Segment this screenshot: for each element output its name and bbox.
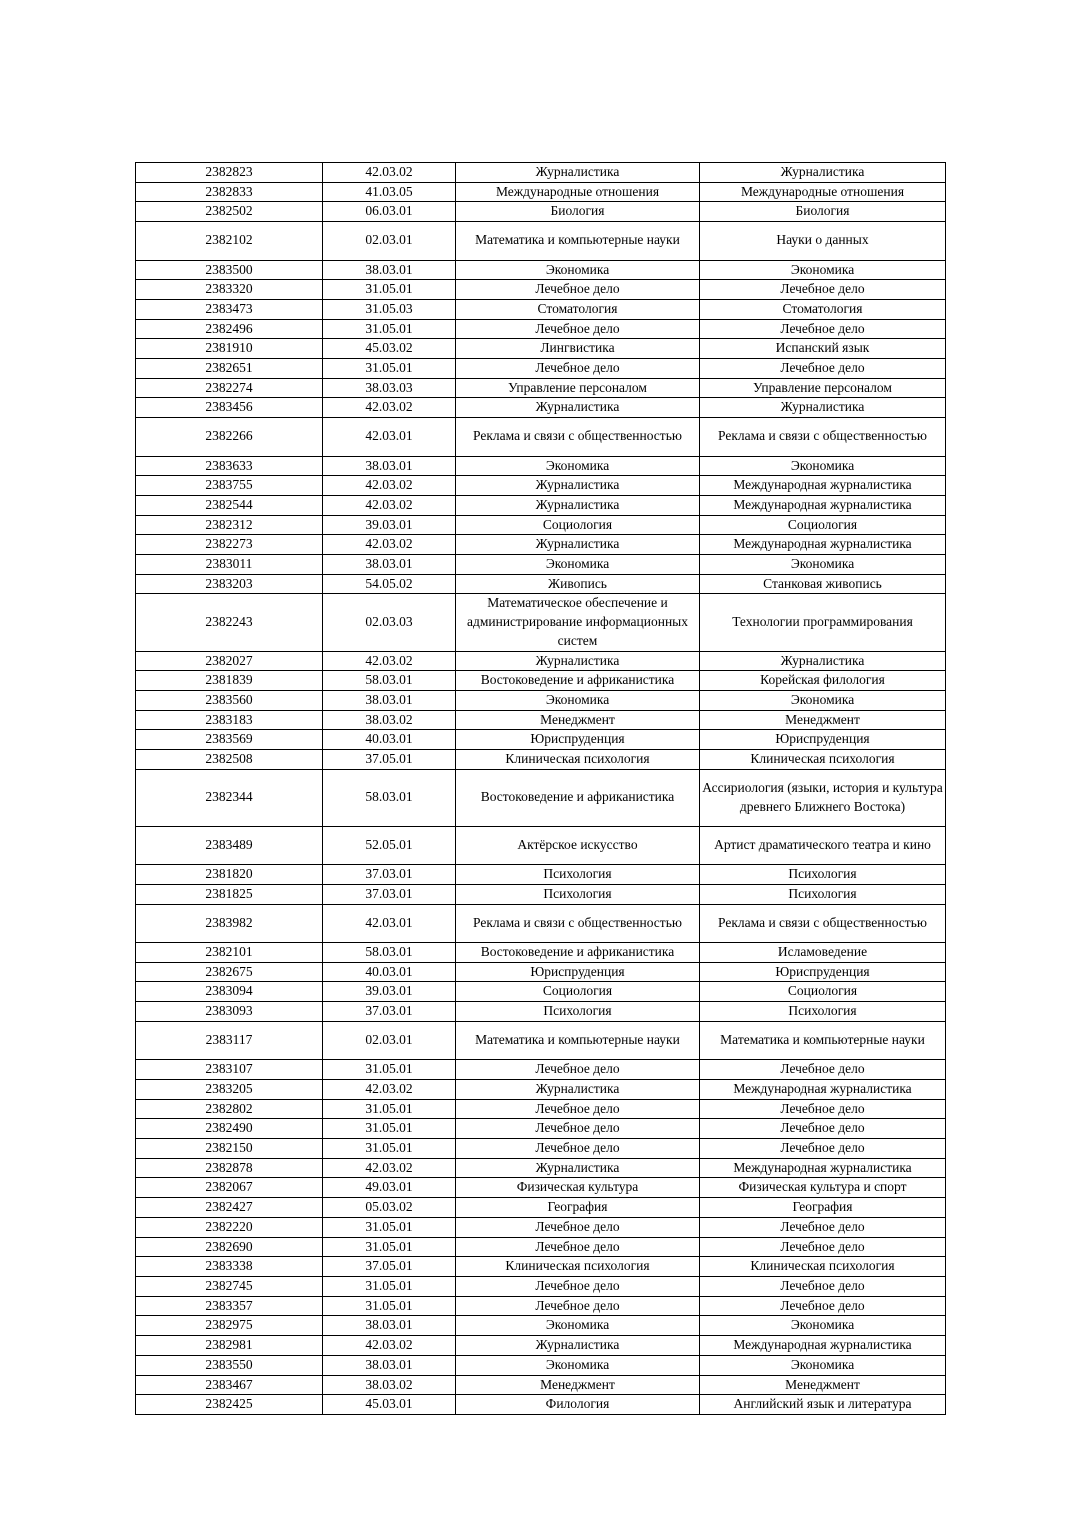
direction-name-cell: Журналистика (456, 1079, 700, 1099)
program-name-cell: Психология (700, 1002, 946, 1022)
direction-code-cell: 38.03.01 (323, 1316, 456, 1336)
program-name-cell: Экономика (700, 260, 946, 280)
table-row (136, 418, 946, 456)
program-name-cell: Лечебное дело (700, 1237, 946, 1257)
table-row (136, 1375, 946, 1395)
record-id-cell: 2383489 (136, 826, 323, 864)
program-name-cell: Лечебное дело (700, 280, 946, 300)
table-row (136, 1002, 946, 1022)
table-row (136, 398, 946, 418)
direction-name-cell: Лечебное дело (456, 1296, 700, 1316)
record-id-cell: 2383467 (136, 1375, 323, 1395)
table-row (136, 495, 946, 515)
direction-name-cell: Лечебное дело (456, 1217, 700, 1237)
record-id-cell: 2383093 (136, 1002, 323, 1022)
direction-name-cell: Физическая культура (456, 1178, 700, 1198)
direction-code-cell: 06.03.01 (323, 202, 456, 222)
record-id-cell: 2382496 (136, 319, 323, 339)
record-id-cell: 2383560 (136, 690, 323, 710)
direction-name-cell: Юриспруденция (456, 962, 700, 982)
record-id-cell: 2383473 (136, 299, 323, 319)
direction-code-cell: 31.05.01 (323, 1296, 456, 1316)
record-id-cell: 2382220 (136, 1217, 323, 1237)
record-id-cell: 2382502 (136, 202, 323, 222)
direction-code-cell: 39.03.01 (323, 982, 456, 1002)
record-id-cell: 2382243 (136, 594, 323, 651)
program-name-cell: Реклама и связи с общественностью (700, 418, 946, 456)
program-name-cell: Журналистика (700, 398, 946, 418)
program-name-cell: Лечебное дело (700, 1276, 946, 1296)
direction-name-cell: Экономика (456, 1316, 700, 1336)
table-row (136, 163, 946, 183)
program-name-cell: Науки о данных (700, 222, 946, 260)
table-row (136, 904, 946, 942)
table-row (136, 339, 946, 359)
program-name-cell: Математика и компьютерные науки (700, 1021, 946, 1059)
program-name-cell: Экономика (700, 1316, 946, 1336)
program-name-cell: Международная журналистика (700, 476, 946, 496)
program-name-cell: Лечебное дело (700, 1060, 946, 1080)
direction-name-cell: Экономика (456, 1355, 700, 1375)
direction-code-cell: 37.03.01 (323, 1002, 456, 1022)
record-id-cell: 2382490 (136, 1119, 323, 1139)
program-name-cell: Технологии программирования (700, 594, 946, 651)
direction-code-cell: 38.03.02 (323, 710, 456, 730)
table-row (136, 671, 946, 691)
table-row (136, 1079, 946, 1099)
record-id-cell: 2381839 (136, 671, 323, 691)
direction-name-cell: Экономика (456, 690, 700, 710)
direction-code-cell: 42.03.01 (323, 904, 456, 942)
record-id-cell: 2383205 (136, 1079, 323, 1099)
table-row (136, 222, 946, 260)
record-id-cell: 2382102 (136, 222, 323, 260)
table-row (136, 555, 946, 575)
direction-name-cell: Журналистика (456, 476, 700, 496)
direction-code-cell: 38.03.02 (323, 1375, 456, 1395)
direction-code-cell: 40.03.01 (323, 962, 456, 982)
program-name-cell: Лечебное дело (700, 359, 946, 379)
direction-name-cell: Реклама и связи с общественностью (456, 418, 700, 456)
program-name-cell: Лечебное дело (700, 1099, 946, 1119)
record-id-cell: 2383117 (136, 1021, 323, 1059)
direction-name-cell: Журналистика (456, 1158, 700, 1178)
direction-name-cell: Востоковедение и африканистика (456, 671, 700, 691)
direction-name-cell: Журналистика (456, 1336, 700, 1356)
direction-name-cell: Юриспруденция (456, 730, 700, 750)
direction-code-cell: 42.03.02 (323, 651, 456, 671)
table-row (136, 769, 946, 826)
direction-name-cell: Клиническая психология (456, 1257, 700, 1277)
table-row (136, 1355, 946, 1375)
record-id-cell: 2382067 (136, 1178, 323, 1198)
direction-code-cell: 31.05.01 (323, 1139, 456, 1159)
direction-code-cell: 38.03.01 (323, 555, 456, 575)
direction-code-cell: 42.03.02 (323, 535, 456, 555)
record-id-cell: 2383500 (136, 260, 323, 280)
table-row (136, 1139, 946, 1159)
direction-code-cell: 31.05.01 (323, 1099, 456, 1119)
direction-name-cell: Математика и компьютерные науки (456, 1021, 700, 1059)
direction-name-cell: Актёрское искусство (456, 826, 700, 864)
program-name-cell: Корейская филология (700, 671, 946, 691)
record-id-cell: 2382425 (136, 1395, 323, 1415)
record-id-cell: 2382833 (136, 182, 323, 202)
direction-code-cell: 02.03.01 (323, 1021, 456, 1059)
direction-code-cell: 31.05.01 (323, 319, 456, 339)
direction-code-cell: 45.03.02 (323, 339, 456, 359)
program-name-cell: Исламоведение (700, 943, 946, 963)
direction-name-cell: Стоматология (456, 299, 700, 319)
direction-name-cell: Лечебное дело (456, 1119, 700, 1139)
direction-code-cell: 31.05.01 (323, 1119, 456, 1139)
direction-name-cell: Клиническая психология (456, 750, 700, 770)
program-name-cell: Артист драматического театра и кино (700, 826, 946, 864)
program-name-cell: Станковая живопись (700, 574, 946, 594)
direction-name-cell: Живопись (456, 574, 700, 594)
direction-code-cell: 42.03.02 (323, 163, 456, 183)
direction-name-cell: Лечебное дело (456, 319, 700, 339)
program-name-cell: Клиническая психология (700, 1257, 946, 1277)
direction-code-cell: 37.03.01 (323, 884, 456, 904)
direction-code-cell: 42.03.02 (323, 495, 456, 515)
direction-code-cell: 41.03.05 (323, 182, 456, 202)
direction-name-cell: Международные отношения (456, 182, 700, 202)
direction-code-cell: 31.05.01 (323, 1060, 456, 1080)
program-name-cell: Международные отношения (700, 182, 946, 202)
direction-name-cell: Социология (456, 515, 700, 535)
direction-code-cell: 31.05.01 (323, 280, 456, 300)
direction-name-cell: Экономика (456, 260, 700, 280)
record-id-cell: 2383633 (136, 456, 323, 476)
table-row (136, 1395, 946, 1415)
record-id-cell: 2383203 (136, 574, 323, 594)
record-id-cell: 2382981 (136, 1336, 323, 1356)
direction-code-cell: 38.03.01 (323, 456, 456, 476)
direction-code-cell: 42.03.02 (323, 1336, 456, 1356)
table-row (136, 1316, 946, 1336)
record-id-cell: 2381820 (136, 865, 323, 885)
record-id-cell: 2383107 (136, 1060, 323, 1080)
record-id-cell: 2382823 (136, 163, 323, 183)
direction-code-cell: 37.05.01 (323, 1257, 456, 1277)
table-row (136, 1060, 946, 1080)
direction-code-cell: 37.03.01 (323, 865, 456, 885)
program-name-cell: Экономика (700, 1355, 946, 1375)
direction-name-cell: Журналистика (456, 163, 700, 183)
table-row (136, 1257, 946, 1277)
direction-name-cell: Психология (456, 865, 700, 885)
record-id-cell: 2382312 (136, 515, 323, 535)
record-id-cell: 2382274 (136, 378, 323, 398)
direction-code-cell: 31.05.01 (323, 1217, 456, 1237)
direction-code-cell: 38.03.01 (323, 690, 456, 710)
table-row (136, 730, 946, 750)
table-row (136, 299, 946, 319)
program-name-cell: Психология (700, 884, 946, 904)
direction-name-cell: Реклама и связи с общественностью (456, 904, 700, 942)
program-name-cell: Биология (700, 202, 946, 222)
direction-name-cell: Управление персоналом (456, 378, 700, 398)
program-name-cell: Лечебное дело (700, 1119, 946, 1139)
direction-code-cell: 45.03.01 (323, 1395, 456, 1415)
program-name-cell: География (700, 1198, 946, 1218)
record-id-cell: 2383982 (136, 904, 323, 942)
direction-code-cell: 58.03.01 (323, 769, 456, 826)
table-row (136, 594, 946, 651)
program-name-cell: Ассириология (языки, история и культура древнего Ближнего Востока) (700, 769, 946, 826)
table-row (136, 1021, 946, 1059)
direction-name-cell: Лечебное дело (456, 1139, 700, 1159)
direction-code-cell: 37.05.01 (323, 750, 456, 770)
direction-name-cell: Лечебное дело (456, 1099, 700, 1119)
direction-name-cell: Лечебное дело (456, 359, 700, 379)
program-name-cell: Международная журналистика (700, 1336, 946, 1356)
direction-name-cell: Лечебное дело (456, 1060, 700, 1080)
program-name-cell: Социология (700, 515, 946, 535)
record-id-cell: 2383094 (136, 982, 323, 1002)
record-id-cell: 2382675 (136, 962, 323, 982)
direction-name-cell: Экономика (456, 456, 700, 476)
record-id-cell: 2383338 (136, 1257, 323, 1277)
direction-name-cell: Лечебное дело (456, 280, 700, 300)
table-row (136, 884, 946, 904)
table-row (136, 1099, 946, 1119)
table-row (136, 1217, 946, 1237)
direction-name-cell: Социология (456, 982, 700, 1002)
direction-name-cell: Менеджмент (456, 710, 700, 730)
direction-code-cell: 38.03.01 (323, 1355, 456, 1375)
program-name-cell: Юриспруденция (700, 730, 946, 750)
direction-code-cell: 42.03.02 (323, 476, 456, 496)
table-row (136, 962, 946, 982)
direction-name-cell: Математика и компьютерные науки (456, 222, 700, 260)
record-id-cell: 2381910 (136, 339, 323, 359)
records-table (135, 162, 946, 1415)
direction-code-cell: 49.03.01 (323, 1178, 456, 1198)
table-row (136, 1237, 946, 1257)
record-id-cell: 2382027 (136, 651, 323, 671)
table-row (136, 1158, 946, 1178)
direction-name-cell: Журналистика (456, 398, 700, 418)
record-id-cell: 2382508 (136, 750, 323, 770)
record-id-cell: 2382745 (136, 1276, 323, 1296)
table-row (136, 319, 946, 339)
table-row (136, 710, 946, 730)
record-id-cell: 2383755 (136, 476, 323, 496)
program-name-cell: Клиническая психология (700, 750, 946, 770)
table-row (136, 182, 946, 202)
record-id-cell: 2382273 (136, 535, 323, 555)
table-row (136, 574, 946, 594)
record-id-cell: 2381825 (136, 884, 323, 904)
direction-code-cell: 42.03.02 (323, 1079, 456, 1099)
direction-name-cell: Менеджмент (456, 1375, 700, 1395)
record-id-cell: 2383357 (136, 1296, 323, 1316)
table-row (136, 1178, 946, 1198)
direction-code-cell: 58.03.01 (323, 671, 456, 691)
direction-name-cell: Психология (456, 884, 700, 904)
table-row (136, 865, 946, 885)
direction-code-cell: 42.03.01 (323, 418, 456, 456)
table-row (136, 690, 946, 710)
program-name-cell: Международная журналистика (700, 1079, 946, 1099)
table-row (136, 456, 946, 476)
direction-code-cell: 42.03.02 (323, 398, 456, 418)
direction-code-cell: 58.03.01 (323, 943, 456, 963)
table-row (136, 476, 946, 496)
program-name-cell: Физическая культура и спорт (700, 1178, 946, 1198)
program-name-cell: Менеджмент (700, 710, 946, 730)
record-id-cell: 2382651 (136, 359, 323, 379)
direction-code-cell: 38.03.03 (323, 378, 456, 398)
direction-code-cell: 38.03.01 (323, 260, 456, 280)
table-row (136, 260, 946, 280)
direction-name-cell: Журналистика (456, 495, 700, 515)
record-id-cell: 2382690 (136, 1237, 323, 1257)
program-name-cell: Международная журналистика (700, 495, 946, 515)
record-id-cell: 2382878 (136, 1158, 323, 1178)
program-name-cell: Международная журналистика (700, 535, 946, 555)
direction-name-cell: Востоковедение и африканистика (456, 943, 700, 963)
record-id-cell: 2383320 (136, 280, 323, 300)
direction-name-cell: Журналистика (456, 535, 700, 555)
direction-code-cell: 39.03.01 (323, 515, 456, 535)
record-id-cell: 2383011 (136, 555, 323, 575)
table-row (136, 1296, 946, 1316)
direction-code-cell: 42.03.02 (323, 1158, 456, 1178)
direction-code-cell: 31.05.01 (323, 359, 456, 379)
program-name-cell: Управление персоналом (700, 378, 946, 398)
direction-code-cell: 31.05.01 (323, 1276, 456, 1296)
table-row (136, 280, 946, 300)
direction-code-cell: 54.05.02 (323, 574, 456, 594)
table-row (136, 1276, 946, 1296)
program-name-cell: Экономика (700, 456, 946, 476)
direction-name-cell: Математическое обеспечение и администрирование информационных систем (456, 594, 700, 651)
direction-code-cell: 52.05.01 (323, 826, 456, 864)
table-row (136, 826, 946, 864)
direction-name-cell: Лингвистика (456, 339, 700, 359)
table-row (136, 982, 946, 1002)
record-id-cell: 2382544 (136, 495, 323, 515)
table-row (136, 378, 946, 398)
record-id-cell: 2383569 (136, 730, 323, 750)
table-row (136, 359, 946, 379)
record-id-cell: 2382975 (136, 1316, 323, 1336)
program-name-cell: Лечебное дело (700, 319, 946, 339)
program-name-cell: Испанский язык (700, 339, 946, 359)
program-name-cell: Стоматология (700, 299, 946, 319)
record-id-cell: 2383183 (136, 710, 323, 730)
direction-code-cell: 02.03.01 (323, 222, 456, 260)
table-row (136, 1119, 946, 1139)
table-row (136, 1198, 946, 1218)
table-row (136, 202, 946, 222)
direction-name-cell: Экономика (456, 555, 700, 575)
record-id-cell: 2382266 (136, 418, 323, 456)
direction-code-cell: 31.05.01 (323, 1237, 456, 1257)
program-name-cell: Английский язык и литература (700, 1395, 946, 1415)
table-row (136, 515, 946, 535)
record-id-cell: 2382344 (136, 769, 323, 826)
program-name-cell: Юриспруденция (700, 962, 946, 982)
program-name-cell: Журналистика (700, 651, 946, 671)
program-name-cell: Психология (700, 865, 946, 885)
program-name-cell: Лечебное дело (700, 1139, 946, 1159)
program-name-cell: Лечебное дело (700, 1296, 946, 1316)
direction-name-cell: Биология (456, 202, 700, 222)
program-name-cell: Экономика (700, 690, 946, 710)
direction-name-cell: Психология (456, 1002, 700, 1022)
direction-name-cell: Лечебное дело (456, 1237, 700, 1257)
table-row (136, 651, 946, 671)
direction-name-cell: География (456, 1198, 700, 1218)
record-id-cell: 2383550 (136, 1355, 323, 1375)
program-name-cell: Международная журналистика (700, 1158, 946, 1178)
record-id-cell: 2383456 (136, 398, 323, 418)
table-row (136, 1336, 946, 1356)
direction-code-cell: 02.03.03 (323, 594, 456, 651)
direction-name-cell: Журналистика (456, 651, 700, 671)
record-id-cell: 2382101 (136, 943, 323, 963)
records-table-body (136, 163, 946, 1415)
program-name-cell: Социология (700, 982, 946, 1002)
table-row (136, 750, 946, 770)
table-row (136, 535, 946, 555)
program-name-cell: Экономика (700, 555, 946, 575)
record-id-cell: 2382150 (136, 1139, 323, 1159)
record-id-cell: 2382427 (136, 1198, 323, 1218)
program-name-cell: Реклама и связи с общественностью (700, 904, 946, 942)
direction-name-cell: Лечебное дело (456, 1276, 700, 1296)
direction-name-cell: Востоковедение и африканистика (456, 769, 700, 826)
program-name-cell: Журналистика (700, 163, 946, 183)
program-name-cell: Менеджмент (700, 1375, 946, 1395)
program-name-cell: Лечебное дело (700, 1217, 946, 1237)
table-row (136, 943, 946, 963)
record-id-cell: 2382802 (136, 1099, 323, 1119)
direction-code-cell: 40.03.01 (323, 730, 456, 750)
direction-code-cell: 05.03.02 (323, 1198, 456, 1218)
direction-code-cell: 31.05.03 (323, 299, 456, 319)
direction-name-cell: Филология (456, 1395, 700, 1415)
